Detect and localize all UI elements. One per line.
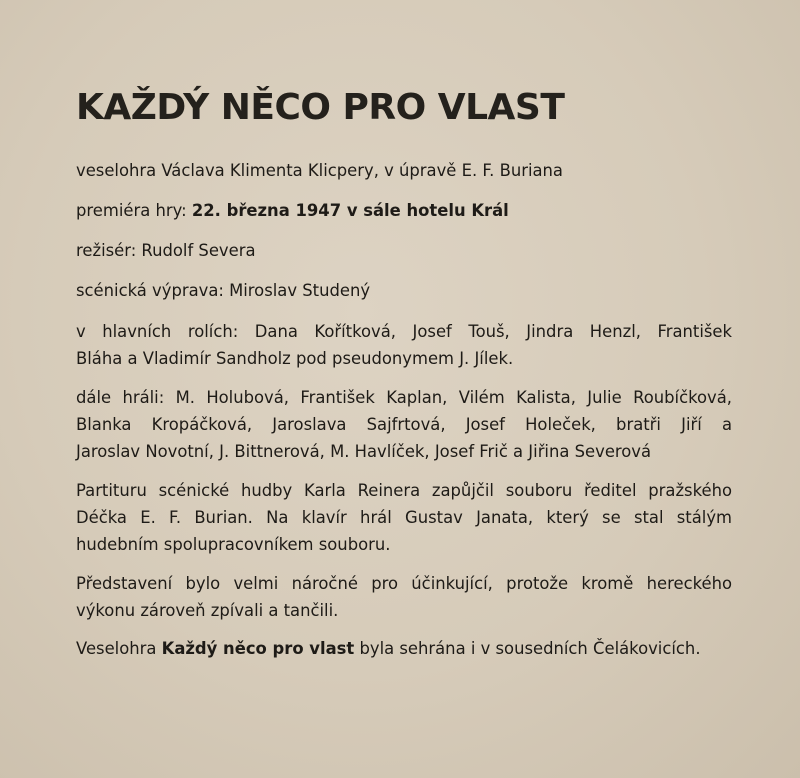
subtitle-line: veselohra Václava Klimenta Klicpery, v úpravě E. F. Buriana	[76, 161, 563, 180]
premiere-line	[76, 198, 732, 224]
music-line: Partituru scénické hudby Karla Reinera zapůjčil souboru ředitel pražského	[76, 481, 732, 500]
info-panel	[76, 82, 732, 676]
premiere-label: premiéra hry:	[76, 201, 192, 220]
closing-before: Veselohra	[76, 639, 162, 658]
closing-after: byla sehrána i v sousedních Čelákovicích.	[354, 639, 701, 658]
music-line: Déčka E. F. Burian. Na klavír hrál Gustav Janata, který se stal stálým	[76, 508, 732, 527]
performance-line: Představení bylo velmi náročné pro účinkující, protože kromě hereckého	[76, 574, 732, 593]
closing-play-title: Každý něco pro vlast	[161, 639, 355, 658]
other-cast-line: Blanka Kropáčková, Jaroslava Sajfrtová, Josef Holeček, bratři Jiří a	[76, 415, 732, 434]
closing-line	[76, 636, 732, 662]
other-cast-paragraph	[76, 384, 732, 465]
other-cast-line: Jaroslav Novotní, J. Bittnerová, M. Havlíček, Josef Frič a Jiřina Severová	[76, 442, 652, 461]
premiere-value: 22. března 1947 v sále hotelu Král	[191, 201, 509, 220]
performance-paragraph	[76, 570, 732, 624]
music-line: hudebním spolupracovníkem souboru.	[76, 535, 391, 554]
other-cast-line: dále hráli: M. Holubová, František Kaplan, Vilém Kalista, Julie Roubíčková,	[76, 388, 732, 407]
scenography-line: scénická výprava: Miroslav Studený	[76, 281, 371, 300]
page-title: KAŽDÝ NĚCO PRO VLAST	[76, 87, 565, 128]
main-roles-line: Bláha a Vladimír Sandholz pod pseudonymem J. Jílek.	[76, 349, 514, 368]
performance-line: výkonu zároveň zpívali a tančili.	[76, 601, 339, 620]
director-line: režisér: Rudolf Severa	[76, 241, 256, 260]
music-paragraph	[76, 477, 732, 558]
main-roles-paragraph	[76, 318, 732, 372]
main-roles-line: v hlavních rolích: Dana Kořítková, Josef Touš, Jindra Henzl, František	[76, 322, 732, 341]
